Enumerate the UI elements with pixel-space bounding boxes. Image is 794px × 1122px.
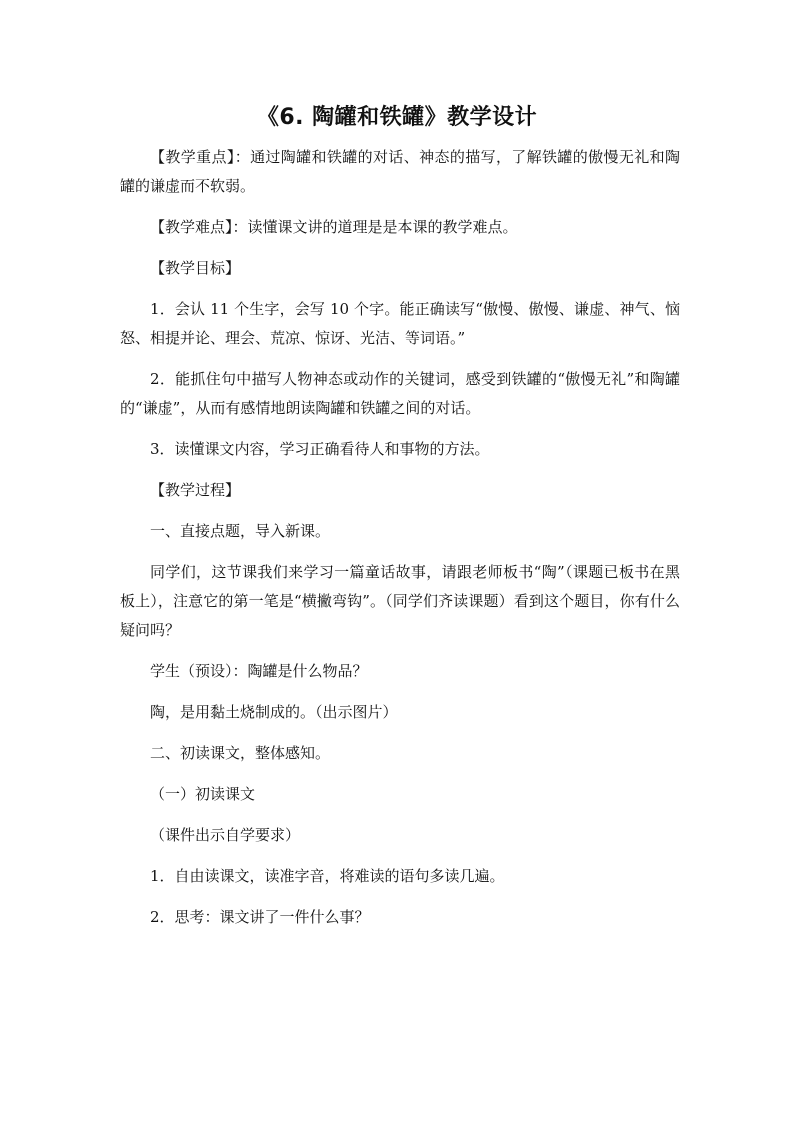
document-title: 《6. 陶罐和铁罐》教学设计: [256, 105, 538, 130]
paragraph: [120, 739, 680, 768]
paragraph: [120, 558, 680, 645]
paragraph-text: 二、初读课文，整体感知。: [150, 744, 331, 762]
paragraph: [120, 862, 680, 891]
paragraph: [120, 254, 680, 283]
paragraph: [120, 435, 680, 464]
paragraph: [120, 657, 680, 686]
paragraph: [120, 365, 680, 423]
paragraph: [120, 517, 680, 546]
section-label: 【教学目标】: [150, 259, 241, 277]
section-label: 【教学难点】: [150, 218, 233, 236]
section-label: 【教学过程】: [150, 481, 241, 499]
paragraph: [120, 213, 680, 242]
paragraph: [120, 476, 680, 505]
paragraph-text: （一）初读课文: [150, 785, 256, 803]
paragraph-text: 2．思考：课文讲了一件什么事？: [150, 908, 370, 926]
paragraph-text: 3．读懂课文内容，学习正确看待人和事物的方法。: [150, 440, 490, 458]
document-body: [120, 143, 680, 944]
section-label: 【教学重点】: [150, 148, 235, 166]
paragraph-text: 同学们，这节课我们来学习一篇童话故事，请跟老师板书“陶”（课题已板书在黑板上），注意它的第一笔是“横撇弯钩”。（同学们齐读课题）看到这个题目，你有什么疑问吗？: [120, 563, 680, 639]
paragraph-text: 1．自由读课文，读准字音，将难读的语句多读几遍。: [150, 867, 505, 885]
paragraph-text: 1．会认 11 个生字，会写 10 个字。能正确读写“傲慢、傲慢、谦虚、神气、恼怒、相提并论、理会、荒凉、惊讶、光洁、等词语。”: [120, 300, 680, 347]
paragraph: [120, 698, 680, 727]
paragraph-text: 陶，是用黏土烧制成的。（出示图片）: [150, 703, 398, 721]
paragraph: [120, 143, 680, 201]
paragraph-text: 一、直接点题，导入新课。: [150, 522, 331, 540]
paragraph-text: （课件出示自学要求）: [150, 826, 301, 844]
paragraph-text: ：通过陶罐和铁罐的对话、神态的描写，了解铁罐的傲慢无礼和陶罐的谦虚而不软弱。: [120, 148, 680, 195]
paragraph: [120, 295, 680, 353]
paragraph-text: 2．能抓住句中描写人物神态或动作的关键词，感受到铁罐的“傲慢无礼”和陶罐的“谦虚”，从而有感情地朗读陶罐和铁罐之间的对话。: [120, 370, 680, 417]
paragraph: [120, 821, 680, 850]
paragraph: [120, 903, 680, 932]
paragraph-text: ：读懂课文讲的道理是是本课的教学难点。: [232, 218, 518, 236]
paragraph: [120, 780, 680, 809]
paragraph-text: 学生（预设）：陶罐是什么物品？: [150, 662, 368, 680]
